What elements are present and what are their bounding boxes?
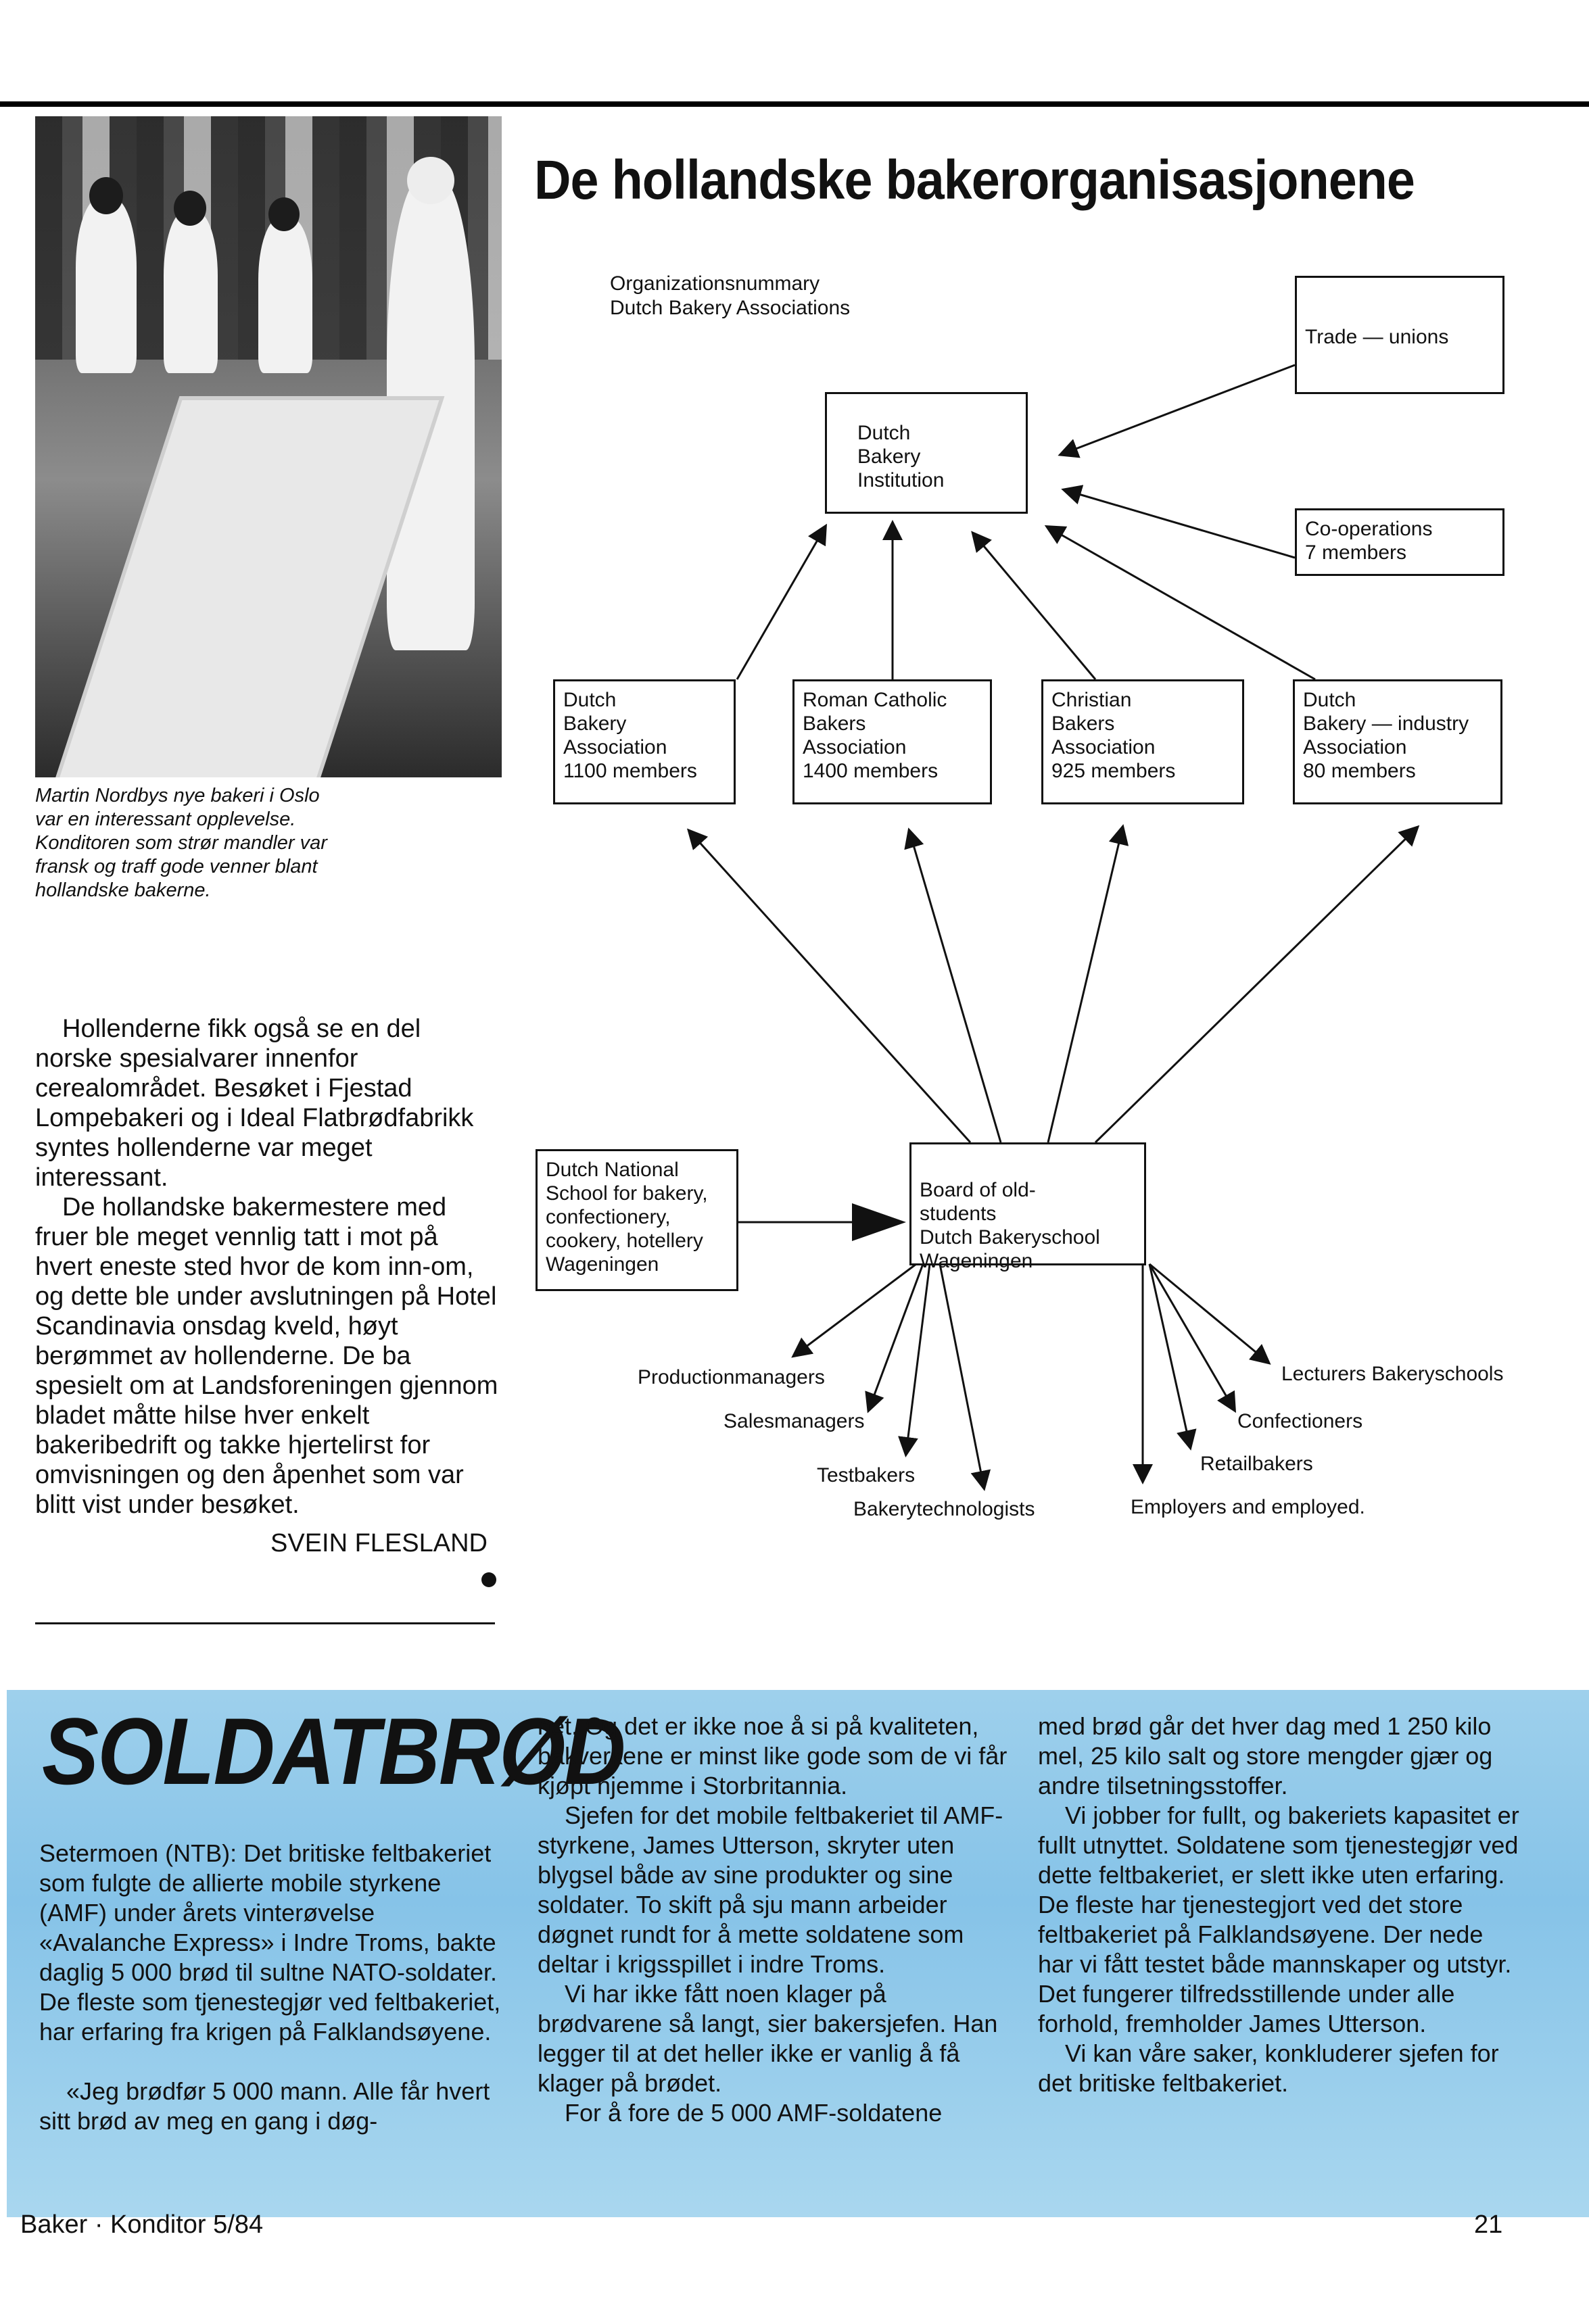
section-rule [35, 1622, 495, 1624]
label-retailbakers: Retailbakers [1200, 1453, 1313, 1475]
dutch-bakery-institution-box: Dutch Bakery Institution [825, 392, 1028, 514]
soldat-column-2 [538, 1712, 1011, 2128]
label-employers: Employers and employed. [1131, 1496, 1365, 1518]
assoc-dutch-bakery: Dutch Bakery Association 1100 members [553, 679, 736, 804]
soldat-paragraph: med brød går det hver dag med 1 250 kilo mel, 25 kilo salt og store mengder gjær og andre tilsetningsstoffer. [1038, 1712, 1493, 1799]
board-box: Board of old- students Dutch Bakeryschool Wageningen [909, 1142, 1146, 1265]
diagram-title: De hollandske bakerorganisasjonene [534, 149, 1415, 211]
school-box: Dutch National School for bakery, confectionery, cookery, hotellery Wageningen [536, 1149, 738, 1291]
cooperations-box: Co-operations 7 members [1295, 508, 1504, 576]
label-productionmanagers: Productionmanagers [638, 1366, 825, 1388]
article-paragraph: De hollandske bakermestere med fruer ble meget vennlig tatt i mot på hvert eneste sted hvor de kom inn-om, og dette ble under avslutningen på Hotel Scandinavia onsdag kveld, høyt berømmet av hollenderne. De ba spesielt om at Landsforeningen gjennom bladet måtte hilse hver enkelt bakeribedrift og takke hjertelігst for omvisningen og den åpenhet som var blitt vist under besøket. [35, 1193, 498, 1519]
org-subtitle: Organizationsnummary Dutch Bakery Associations [610, 272, 851, 319]
soldat-paragraph: Setermoen (NTB): Det britiske feltbakeriet som fulgte de allierte mobile styrkene (AMF) under årets vinterøvelse «Avalanche Express» i Indre Troms, bakte daglig 5 000 brød til sultne NATO-soldater. De fleste som tjenestegjør ved feltbakeriet, har erfaring fra krigen på Falklandsøyene. [39, 1839, 501, 2045]
photo-caption: Martin Nordbys nye bakeri i Oslo var en interessant opplevelse. Konditoren som strør mandler var fransk og traff gode venner blant hollandske bakerne. [35, 785, 327, 901]
soldat-paragraph: Vi jobber for fullt, og bakeriets kapasitet er fullt utnyttet. Soldatene som tjenestegjør ved dette feltbakeriet, er slett ikke uten erfaring. De fleste har tjenestegjort ved det store feltbakeriet på Falklandsøyene. Der nede har vi fått testet både mannskaper og utstyr. Det fungerer tilfredsstillende under alle forhold, fremholder James Utterson. [1038, 1801, 1519, 2037]
soldat-paragraph: For å fore de 5 000 AMF-soldatene [565, 2099, 943, 2127]
page-number: 21 [1474, 2210, 1503, 2239]
soldat-paragraph: «Jeg brødfør 5 000 mann. Alle får hvert sitt brød av meg en gang i døg- [39, 2077, 490, 2135]
assoc-christian: Christian Bakers Association 925 members [1041, 679, 1244, 804]
article-body [35, 1014, 502, 1520]
soldatbrod-title: SOLDATBRØD [42, 1698, 625, 1804]
label-testbakers: Testbakers [817, 1464, 916, 1486]
label-salesmanagers: Salesmanagers [724, 1410, 865, 1432]
article-signature: SVEIN FLESLAND [270, 1529, 488, 1557]
publication-footer: Baker · Konditor 5/84 [20, 2210, 264, 2239]
soldat-column-3 [1038, 1712, 1525, 2098]
label-confectioners: Confectioners [1237, 1410, 1363, 1432]
end-bullet [481, 1572, 496, 1587]
article-paragraph: Hollenderne fikk også se en del norske spesialvarer innenfor cerealområdet. Besøket i Fjestad Lompebakeri og i Ideal Flatbrødfabrikk syntes hollenderne var meget interessant. [35, 1015, 474, 1192]
trade-unions-box: Trade — unions [1295, 276, 1504, 394]
assoc-bakery-industry: Dutch Bakery — industry Association 80 members [1293, 679, 1502, 804]
soldat-paragraph: net. Og det er ikke noe å si på kvaliteten, bakverkene er minst like gode som de vi får kjøpt hjemme i Storbritannia. [538, 1712, 1007, 1799]
soldat-paragraph: Sjefen for det mobile feltbakeriet til AMF-styrkene, James Utterson, skryter uten blygsel både av sine produkter og sine soldater. To skift på sju mann arbeider døgnet rundt for å mette soldatene som deltar i krigsspillet i indre Troms. [538, 1801, 1003, 1978]
soldat-paragraph: Vi kan våre saker, konkluderer sjefen for det britiske feltbakeriet. [1038, 2039, 1499, 2097]
soldat-column-1 [39, 1839, 506, 2136]
assoc-roman-catholic: Roman Catholic Bakers Association 1400 members [792, 679, 992, 804]
label-lecturers: Lecturers Bakeryschools [1281, 1363, 1504, 1385]
soldat-paragraph: Vi har ikke fått noen klager på brødvarene så langt, sier bakersjefen. Han legger til at det heller ikke er vanlig å få klager på brødet. [538, 1980, 998, 2097]
label-bakerytechnologists: Bakerytechnologists [853, 1498, 1035, 1520]
